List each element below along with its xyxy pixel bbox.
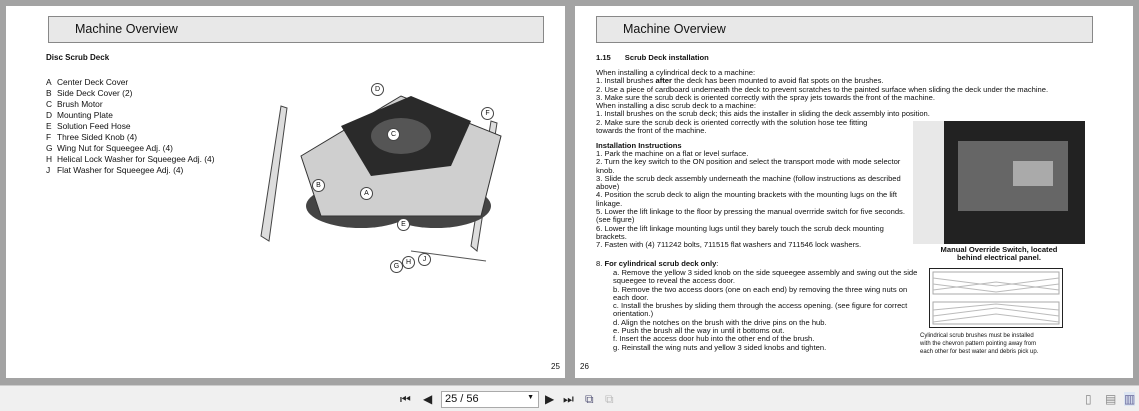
section-number: 1.15 xyxy=(596,53,611,62)
step-8-list xyxy=(596,269,917,352)
step-8-line: c. Install the brushes by sliding them through the access opening. (see figure for correct xyxy=(613,301,908,311)
instruction-line: linkage. xyxy=(596,198,623,208)
part-item: G Wing Nut for Squeegee Adj. (4) xyxy=(46,143,173,153)
section-title: Scrub Deck installation xyxy=(624,53,709,62)
two-page-view-icon[interactable]: ▥ xyxy=(1124,392,1136,406)
part-item: H Helical Lock Washer for Squeegee Adj. (4) xyxy=(46,154,215,164)
part-item: A Center Deck Cover xyxy=(46,77,129,87)
page-25 xyxy=(6,6,565,378)
callout-c: C xyxy=(387,128,400,141)
step-8: 8. For cylindrical scrub deck only: xyxy=(596,259,719,268)
paste-page-icon[interactable]: ⧉ xyxy=(605,392,614,406)
callout-f: F xyxy=(481,107,494,120)
step-8-line: e. Push the brush all the way in until it bottoms out. xyxy=(613,326,785,336)
instruction-line: (see figure) xyxy=(596,215,635,225)
first-page-icon[interactable]: ⏮ xyxy=(400,392,411,406)
next-page-icon[interactable]: ▶ xyxy=(545,392,555,406)
instruction-line: 5. Lower the lift linkage to the floor by pressing the manual overrride switch for five seconds. xyxy=(596,207,905,217)
step-8-line: d. Align the notches on the brush with the drive pins on the hub. xyxy=(613,317,827,327)
continuous-view-icon[interactable]: ▤ xyxy=(1105,392,1117,406)
step-8-line: orientation.) xyxy=(613,309,654,319)
instruction-line: 1. Park the machine on a flat or level surface. xyxy=(596,149,749,158)
callout-h: H xyxy=(402,256,415,269)
brush-caption: Cylindrical scrub brushes must be installed with the chevron pattern pointing away from each other for best water and debris pick up. xyxy=(920,333,1039,355)
step-8-line: b. Remove the two access doors (one on each end) by removing the three wing nuts on xyxy=(613,284,908,294)
instruction-line: 6. Lower the lift linkage mounting lugs until they barely touch the scrub deck mounting xyxy=(596,223,884,233)
page-26 xyxy=(575,6,1133,378)
part-item: J Flat Washer for Squeegee Adj. (4) xyxy=(46,165,184,175)
instruction-line: knob. xyxy=(596,165,615,175)
instruction-line: 7. Fasten with (4) 711242 bolts, 711515 flat washers and 711546 lock washers. xyxy=(596,240,862,250)
instructions-title: Installation Instructions xyxy=(596,141,682,150)
chevron-down-icon: ▼ xyxy=(527,394,534,401)
step-8-line: each door. xyxy=(613,292,649,302)
instruction-line: 4. Position the scrub deck to align the mounting brackets with the mounting lugs on the lift xyxy=(596,190,897,200)
brush-chevron-figure xyxy=(929,268,1063,328)
instruction-line: above) xyxy=(596,182,620,192)
instruction-line: brackets. xyxy=(596,231,627,241)
callout-d: D xyxy=(371,83,384,96)
page-header: Machine Overview xyxy=(596,16,1093,43)
page-value: 25 / 56 xyxy=(445,393,479,405)
last-page-icon[interactable]: ⏭ xyxy=(563,392,574,406)
step-8-line: f. Insert the access door hub into the other end of the brush. xyxy=(613,334,815,344)
parts-list xyxy=(46,77,215,176)
previous-page-icon[interactable]: ◀ xyxy=(423,392,433,406)
photo-caption: Manual Override Switch, located behind electrical panel. xyxy=(940,245,1058,263)
callout-a: A xyxy=(360,187,373,200)
part-item: C Brush Motor xyxy=(46,99,103,109)
callout-e: E xyxy=(397,218,410,231)
callout-j: J xyxy=(418,253,431,266)
page-selector[interactable] xyxy=(441,391,539,408)
instructions-list xyxy=(596,150,905,250)
callout-b: B xyxy=(312,179,325,192)
step-8-line: g. Reinstall the wing nuts and yellow 3 sided knobs and tighten. xyxy=(613,342,827,352)
instruction-line: 2. Turn the key switch to the ON position and select the transport mode with mode selector xyxy=(596,157,901,167)
intro-text: When installing a cylindrical deck to a machine: 1. Install brushes after the deck has been mounted to avoid flat spots on the brushes. 2. Use a piece of cardboard underneath the deck to prevent scratches to the painted surface when sliding the deck under the machine. 3. Make sure the scrub deck is oriented correctly with the spray jets towards the front of the machine. When installing a disc scrub deck to a machine: 1. Install brushes on the scrub deck; this aids the installer in sliding the deck assembly into position. 2. Make sure the scrub deck is oriented correctly with the solution hose tee fitting towards the front of the machine. xyxy=(596,68,1049,136)
page-header: Machine Overview xyxy=(48,16,544,43)
page-number: 25 xyxy=(551,362,560,371)
instruction-line: 3. Slide the scrub deck assembly underneath the machine (follow instructions as described xyxy=(596,173,901,183)
step-8-line: squeegee to reveal the access door. xyxy=(613,276,736,286)
callout-g: G xyxy=(390,260,403,273)
disc-scrub-deck-diagram xyxy=(241,66,541,286)
copy-page-icon[interactable]: ⧉ xyxy=(585,392,594,406)
page-number: 26 xyxy=(580,362,589,371)
section-subtitle: Disc Scrub Deck xyxy=(46,53,110,62)
viewer-toolbar xyxy=(0,385,1139,411)
part-item: F Three Sided Knob (4) xyxy=(46,132,138,142)
part-item: E Solution Feed Hose xyxy=(46,121,131,131)
single-page-view-icon[interactable]: ▯ xyxy=(1085,392,1092,406)
step-8-line: a. Remove the yellow 3 sided knob on the side squeegee assembly and swing out the side xyxy=(613,268,918,277)
part-item: B Side Deck Cover (2) xyxy=(46,88,133,98)
override-switch-photo xyxy=(913,121,1085,244)
part-item: D Mounting Plate xyxy=(46,110,113,120)
